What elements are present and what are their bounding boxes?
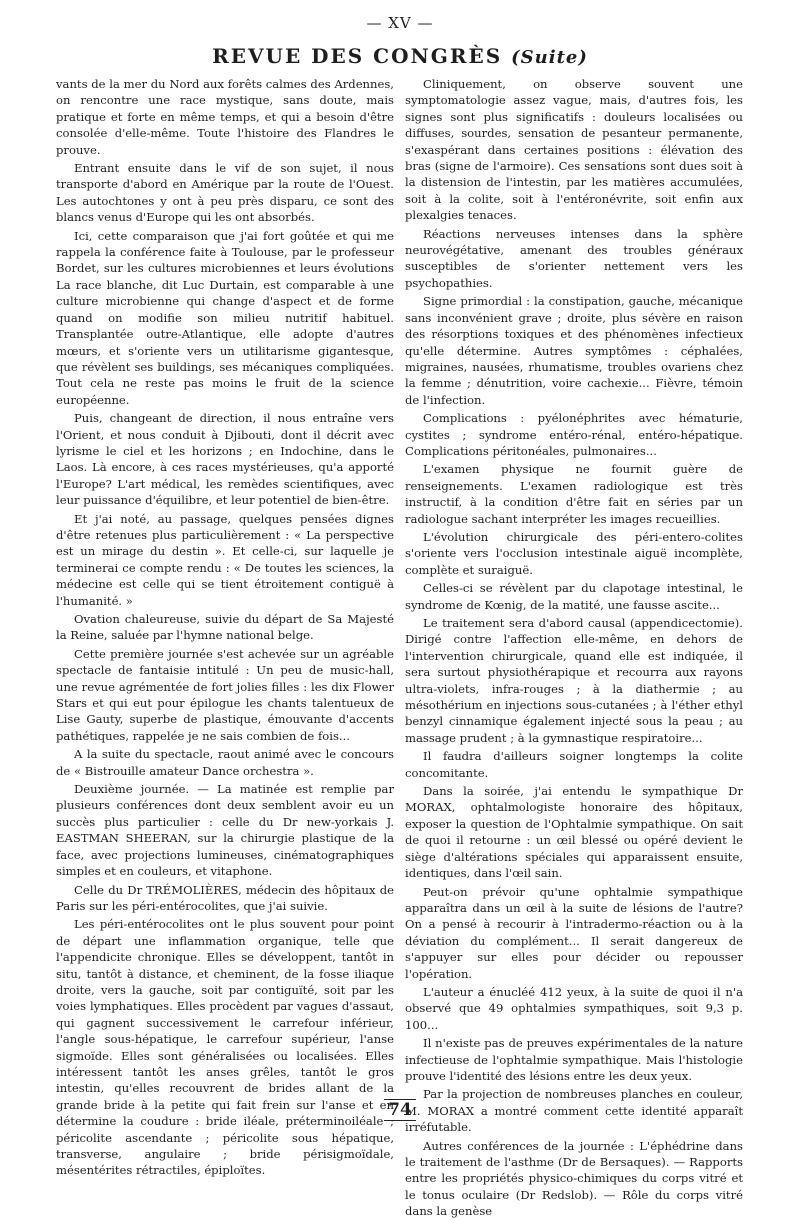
paragraph: Réactions nerveuses intenses dans la sphère neurovégétative, amenant des troubles généraux susceptibles de s'orienter nettement vers les psychopathies. [405, 226, 743, 290]
paragraph: Entrant ensuite dans le vif de son sujet, il nous transporte d'abord en Amérique par la route de l'Ouest. Les autochtones y ont à peu près disparu, ce sont des blancs venus d'Europe qui les ont absorbés. [56, 161, 394, 225]
paragraph: Cette première journée s'est achevée sur un agréable spectacle de fantaisie intitulé : Un peu de music-hall, une revue agrémentée de fort jolies filles : les dix Flower Stars et qui eut pour épilogue les chants talentueux de Lise Gauty, superbe de plastique, émouvante d'accents pathétiques, rappelée je ne sais combien de fois... [56, 646, 394, 743]
page-title [0, 44, 800, 68]
paragraph: Celle du Dr TRÉMOLIÈRES, médecin des hôpitaux de Paris sur les péri-entérocolites, que j'ai suivie. [56, 882, 394, 913]
paragraph: Celles-ci se révèlent par du clapotage intestinal, le syndrome de Kœnig, de la matité, une fausse ascite... [405, 581, 743, 612]
paragraph: Cliniquement, on observe souvent une symptomatologie assez vague, mais, d'autres fois, les signes sont plus significatifs : douleurs localisées ou diffuses, sourdes, sensation de pesanteur permanente, s'exaspérant dans certaines positions : élévation des bras (signe de l'armoire). Ces sensations sont dues soit à la distension de l'intestin, par les matières accumulées, soit à la colite, soit à l'entéronévrite, soit enfin aux plexalgies tenaces. [405, 77, 743, 223]
paragraph: Ovation chaleureuse, suivie du départ de Sa Majesté la Reine, saluée par l'hymne national belge. [56, 612, 394, 643]
paragraph: L'examen physique ne fournit guère de renseignements. L'examen radiologique est très instructif, à la condition d'être fait en séries par un radiologue sachant interpréter les images recueillies. [405, 462, 743, 526]
paragraph: Le traitement sera d'abord causal (appendicectomie). Dirigé contre l'affection elle-même, en dehors de l'intervention chirurgicale, quand elle est indiquée, il sera surtout physiothérapique et recourra aux rayons ultra-violets, infra-rouges ; à la diathermie ; au mésothérium en injections sous-cutanées ; à l'éther ethyl benzyl cinnamique également injecté sous la peau ; au massage prudent ; à la gymnastique respiratoire... [405, 616, 743, 745]
paragraph: Signe primordial : la constipation, gauche, mécanique sans inconvénient grave ; droite, plus sévère en raison des résorptions toxiques et des phénomènes infectieux qu'elle détermine. Autres symptômes : céphalées, migraines, nausées, rhumatisme, troubles ovariens chez la femme ; dénutrition, voire cachexie... Fièvre, témoin de l'infection. [405, 294, 743, 407]
paragraph: Il n'existe pas de preuves expérimentales de la nature infectieuse de l'ophtalmie sympathique. Mais l'histologie prouve l'identité des lésions entre les deux yeux. [405, 1036, 743, 1083]
paragraph: L'évolution chirurgicale des péri-entero-colites s'oriente vers l'occlusion intestinale aiguë incomplète, complète et suraiguë. [405, 529, 743, 577]
paragraph: Autres conférences de la journée : L'éphédrine dans le traitement de l'asthme (Dr de Bersaques). — Rapports entre les propriétés physico-chimiques du corps vitré et le tonus oculaire (Dr Redslob). — Rôle du corps vitré dans la genèse [405, 1138, 743, 1219]
page-roman-numeral: — XV — [366, 14, 434, 32]
paragraph: Dans la soirée, j'ai entendu le sympathique Dr MORAX, ophtalmologiste honoraire des hôpitaux, exposer la question de l'Ophtalmie sympathique. On sait de quoi il retourne : un œil blessé ou opéré devient le siège d'altérations spéciales qui apparaissent ensuite, identiques, dans l'œil sain. [405, 784, 743, 881]
paragraph: Deuxième journée. — La matinée est remplie par plusieurs conférences dont deux semblent avoir eu un succès plus particulier : celle du Dr new-yorkais J. EASTMAN SHEERAN, sur la chirurgie plastique de la face, avec projections lumineuses, cinématographiques simples et en couleurs, et vitaphone. [56, 782, 394, 879]
paragraph: Complications : pyélonéphrites avec hématurie, cystites ; syndrome entéro-rénal, entéro-hépatique. Complications péritonéales, pulmonaires... [405, 411, 743, 458]
paragraph: Il faudra d'ailleurs soigner longtemps la colite concomitante. [405, 749, 743, 780]
paragraph: L'auteur a énucléé 412 yeux, à la suite de quoi il n'a observé que 49 ophtalmies sympathiques, soit 9,3 p. 100... [405, 984, 743, 1032]
paragraph: A la suite du spectacle, raout animé avec le concours de « Bistrouille amateur Dance orchestra ». [56, 747, 394, 778]
title-text: REVUE DES CONGRÈS [212, 44, 503, 68]
paragraph: Les péri-entérocolites ont le plus souvent pour point de départ une inflammation organique, telle que l'appendicite chronique. Elles se développent, tantôt in situ, tantôt à distance, et cheminent, de la fosse iliaque droite, vers la gauche, soit par contiguïté, soit par les voies lymphatiques. Elles procèdent par vagues d'assaut, qui gagnent successivement le carrefour inférieur, l'angle sous-hépatique, le carrefour supérieur, l'anse sigmoïde. Elles sont généralisées ou localisées. Elles intéressent tantôt les anses grêles, tantôt le gros intestin, qu'elles recouvrent de brides allant de la grande bride à la petite qui fait frein sur l'anse et en détermine la coudure : bride iléale, préterminoiléale ; péricolite ascendante ; péricolite sous hépatique, transverse, angulaire ; bride périsigmoïdale, mésentérites rétractiles, épiploïtes. [56, 917, 394, 1178]
page-number: 74 [384, 1099, 416, 1121]
left-column [56, 76, 394, 1178]
right-column [405, 76, 743, 1219]
paragraph: Par la projection de nombreuses planches en couleur, M. MORAX a montré comment cette identité apparaît irréfutable. [405, 1087, 743, 1135]
paragraph: vants de la mer du Nord aux forêts calmes des Ardennes, on rencontre une race mystique, sans doute, mais pratique et forte en même temps, et qui a besoin d'être consolée d'elle-même. Toute l'histoire des Flandres le prouve. [56, 77, 394, 157]
paragraph: Peut-on prévoir qu'une ophtalmie sympathique apparaîtra dans un œil à la suite de lésions de l'autre? On a pensé à recourir à l'intradermo-réaction ou à la déviation du complément... Il serait dangereux de s'appuyer sur elles pour décider ou repousser l'opération. [405, 884, 743, 981]
title-suffix: (Suite) [511, 47, 588, 68]
paragraph: Puis, changeant de direction, il nous entraîne vers l'Orient, et nous conduit à Djibouti, dont il décrit avec lyrisme le ciel et les horizons ; en Indochine, dans le Laos. Là encore, à ces races mystérieuses, qu'a apporté l'Europe? L'art médical, les remèdes scientifiques, avec leur puissance d'équilibre, et leur potentiel de bien-être. [56, 411, 394, 508]
page-footer [0, 1100, 800, 1120]
paragraph: Et j'ai noté, au passage, quelques pensées dignes d'être retenues plus particulièrement : « La perspective est un mirage du destin ». Et celle-ci, sur laquelle je terminerai ce compte rendu : « De toutes les sciences, la médecine est celle qui se tient étroitement contiguë à l'humanité. » [56, 511, 394, 608]
paragraph: Ici, cette comparaison que j'ai fort goûtée et qui me rappela la conférence faite à Toulouse, par le professeur Bordet, sur les cultures microbiennes et leurs évolutions La race blanche, dit Luc Durtain, est comparable à une culture microbienne qui change d'aspect et de forme quand on modifie son milieu nutritif habituel. Transplantée outre-Atlantique, elle adopte d'autres mœurs, et s'oriente vers un utilitarisme gigantesque, que révèlent ses buildings, ses mécaniques compliquées. Tout cela ne reste pas moins le fruit de la science européenne. [56, 228, 394, 407]
